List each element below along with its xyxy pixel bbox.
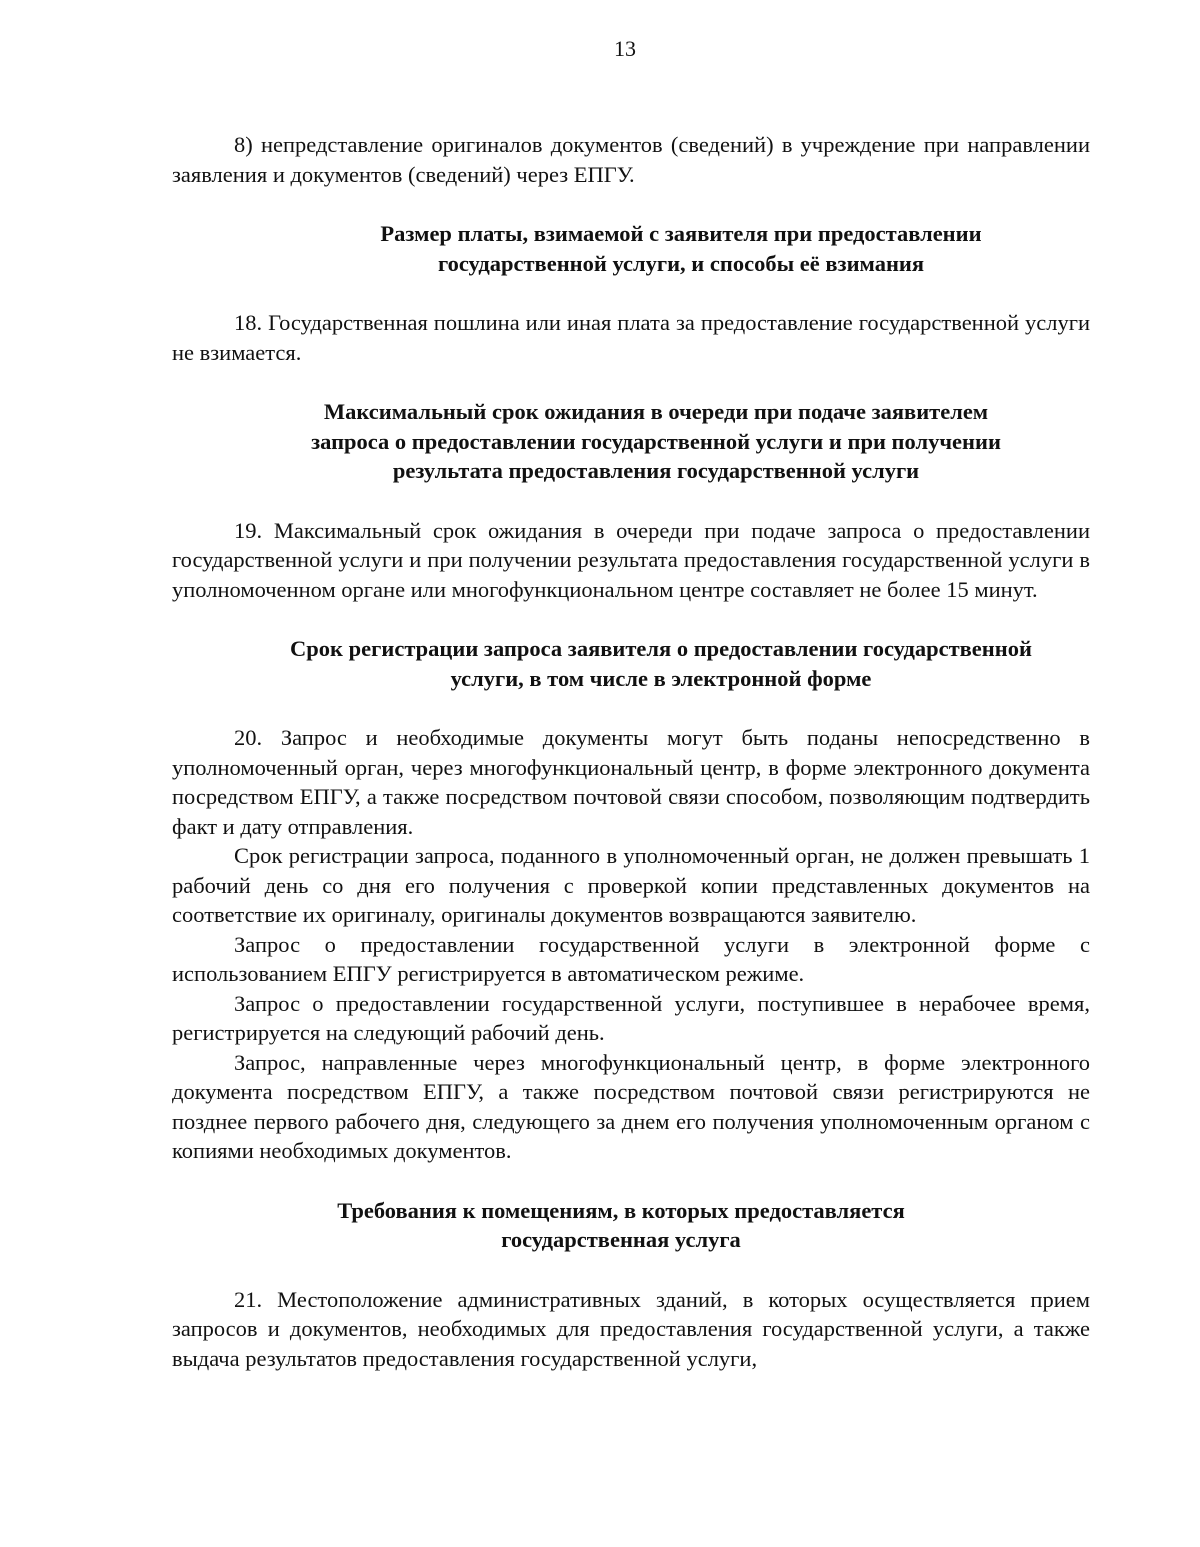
heading-line: запроса о предоставлении государственной услуги и при получении	[311, 428, 1001, 454]
paragraph-21: 21. Местоположение административных зданий, в которых осуществляется прием запросов и документов, необходимых для предоставления государственной услуги, а также выдача результатов предоставления государственной услуги,	[172, 1286, 1090, 1371]
paragraph-20-epgu: Запрос о предоставлении государственной услуги в электронной форме с использованием ЕПГУ регистрируется в автоматическом режиме.	[172, 931, 1090, 986]
heading-line: Размер платы, взимаемой с заявителя при предоставлении	[380, 221, 982, 246]
heading-fee	[172, 219, 1090, 278]
page-content	[172, 130, 1090, 1373]
paragraph-20-offhours: Запрос о предоставлении государственной услуги, поступившее в нерабочее время, регистрируется на следующий рабочий день.	[172, 990, 1090, 1045]
heading-registration	[172, 634, 1090, 693]
heading-line: Срок регистрации запроса заявителя о предоставлении государственной	[290, 636, 1032, 661]
heading-premises	[172, 1196, 1090, 1255]
heading-line: Максимальный срок ожидания в очереди при подаче заявителем	[323, 399, 989, 424]
page-number: 13	[614, 36, 636, 61]
heading-line: государственной услуги, и способы её взимания	[437, 250, 925, 276]
paragraph-18: 18. Государственная пошлина или иная плата за предоставление государственной услуги не взимается.	[172, 310, 1090, 365]
paragraph-19: 19. Максимальный срок ожидания в очереди при подаче запроса о предоставлении государственной услуги и при получении результата предоставления государственной услуги в уполномоченном органе или многофункциональном центре составляет не более 15 минут.	[172, 517, 1090, 602]
heading-queue	[172, 397, 1090, 486]
heading-line: услуги, в том числе в электронной форме	[450, 665, 872, 691]
heading-line: результата предоставления государственной услуги	[392, 458, 920, 483]
paragraph-20-mfc: Запрос, направленные через многофункциональный центр, в форме электронного документа посредством ЕПГУ, а также посредством почтовой связи регистрируются не позднее первого рабочего дня, следующего за днем его получения уполномоченным органом с копиями необходимых документов.	[172, 1049, 1090, 1163]
heading-line: Требования к помещениям, в которых предоставляется	[337, 1197, 905, 1223]
paragraph-item-8: 8) непредставление оригиналов документов (сведений) в учреждение при направлении заявления и документов (сведений) через ЕПГУ.	[172, 132, 1090, 187]
heading-line: государственная услуга	[501, 1227, 741, 1252]
paragraph-20: 20. Запрос и необходимые документы могут быть поданы непосредственно в уполномоченный орган, через многофункциональный центр, в форме электронного документа посредством ЕПГУ, а также посредством почтовой связи способом, позволяющим подтвердить факт и дату отправления.	[172, 725, 1090, 839]
paragraph-20-term: Срок регистрации запроса, поданного в уполномоченный орган, не должен превышать 1 рабочий день со дня его получения с проверкой копии представленных документов на соответствие их оригиналу, оригиналы документов возвращаются заявителю.	[172, 843, 1090, 927]
